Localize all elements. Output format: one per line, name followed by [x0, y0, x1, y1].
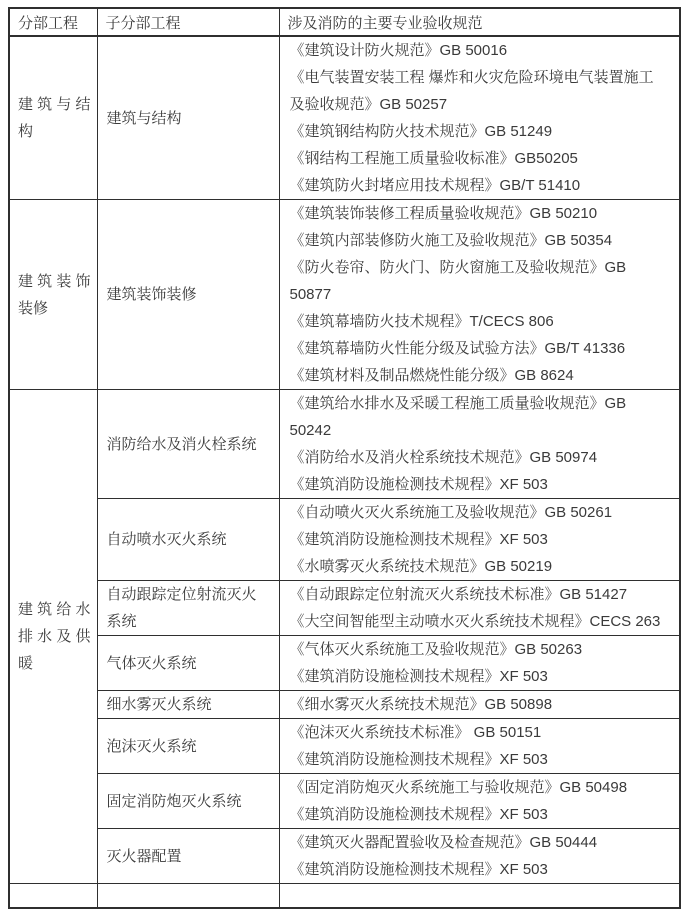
standards-table-wrapper [8, 7, 681, 909]
specs-cell [279, 774, 680, 829]
spec-line: 《水喷雾灭火系统技术规范》GB 50219 [289, 558, 553, 575]
spec-line: 《大空间智能型主动喷水灭火系统技术规程》CECS 263 [289, 613, 661, 630]
spec-line: 《固定消防炮灭火系统施工与验收规范》GB 50498 [289, 779, 628, 796]
subdivision-cell: 消防给水及消火栓系统 [97, 390, 279, 499]
specs-cell [279, 499, 680, 581]
table-row [9, 719, 680, 774]
division-cell: 建筑给水排水及供暖 [9, 390, 97, 884]
specs-cell [279, 829, 680, 884]
division-cell [9, 884, 97, 908]
specs-cell [279, 636, 680, 691]
table-row [9, 829, 680, 884]
table-row [9, 636, 680, 691]
spec-line: 《建筑消防设施检测技术规程》XF 503 [289, 668, 548, 685]
header-subdivision: 子分部工程 [97, 8, 279, 36]
subdivision-cell: 固定消防炮灭火系统 [97, 774, 279, 829]
spec-line: 《建筑消防设施检测技术规程》XF 503 [289, 751, 548, 768]
specs-cell [279, 581, 680, 636]
subdivision-cell: 建筑装饰装修 [97, 200, 279, 390]
spec-line: 《建筑消防设施检测技术规程》XF 503 [289, 531, 548, 548]
subdivision-cell: 自动跟踪定位射流灭火系统 [97, 581, 279, 636]
table-row [9, 581, 680, 636]
spec-line: 《细水雾灭火系统技术规范》GB 50898 [289, 696, 553, 713]
spec-line: 《建筑防火封堵应用技术规程》GB/T 51410 [289, 177, 581, 194]
subdivision-cell: 自动喷水灭火系统 [97, 499, 279, 581]
subdivision-cell: 细水雾灭火系统 [97, 691, 279, 719]
table-row [9, 774, 680, 829]
table-header-row [9, 8, 680, 36]
table-row [9, 499, 680, 581]
specs-cell [279, 390, 680, 499]
spec-line: 《建筑给水排水及采暖工程施工质量验收规范》GB 50242 [289, 395, 627, 439]
specs-cell [279, 36, 680, 200]
spec-line: 《钢结构工程施工质量验收标准》GB50205 [289, 150, 578, 167]
header-specs: 涉及消防的主要专业验收规范 [279, 8, 680, 36]
spec-line: 《建筑灭火器配置验收及检查规范》GB 50444 [289, 834, 598, 851]
spec-line: 《建筑幕墙防火性能分级及试验方法》GB/T 41336 [289, 340, 626, 357]
table-row [9, 36, 680, 200]
specs-cell [279, 200, 680, 390]
specs-cell [279, 719, 680, 774]
division-cell: 建筑装饰装修 [9, 200, 97, 390]
table-row-cutoff [9, 884, 680, 908]
specs-cell [279, 691, 680, 719]
fire-acceptance-standards-table [8, 7, 681, 909]
spec-line: 《消防给水及消火栓系统技术规范》GB 50974 [289, 449, 598, 466]
subdivision-cell: 灭火器配置 [97, 829, 279, 884]
spec-line: 《泡沫灭火系统技术标准》 GB 50151 [289, 724, 542, 741]
division-cell: 建筑与结构 [9, 36, 97, 200]
spec-line: 《气体灭火系统施工及验收规范》GB 50263 [289, 641, 583, 658]
spec-line: 《自动喷火灭火系统施工及验收规范》GB 50261 [289, 504, 613, 521]
spec-line: 《建筑材料及制品燃烧性能分级》GB 8624 [289, 367, 574, 384]
spec-line: 《建筑幕墙防火技术规程》T/CECS 806 [289, 313, 554, 330]
table-row [9, 691, 680, 719]
table-row [9, 390, 680, 499]
spec-line: 《建筑设计防火规范》GB 50016 [289, 42, 508, 59]
spec-line: 《建筑消防设施检测技术规程》XF 503 [289, 806, 548, 823]
spec-line: 《建筑消防设施检测技术规程》XF 503 [289, 476, 548, 493]
spec-line: 《建筑消防设施检测技术规程》XF 503 [289, 861, 548, 878]
subdivision-cell: 建筑与结构 [97, 36, 279, 200]
spec-line: 《建筑钢结构防火技术规范》GB 51249 [289, 123, 553, 140]
spec-line: 《自动跟踪定位射流灭火系统技术标准》GB 51427 [289, 586, 628, 603]
spec-line: 《建筑装饰装修工程质量验收规范》GB 50210 [289, 205, 598, 222]
spec-line: 《建筑内部装修防火施工及验收规范》GB 50354 [289, 232, 613, 249]
spec-line: 《电气装置安装工程 爆炸和火灾危险环境电气装置施工及验收规范》GB 50257 [289, 69, 654, 113]
specs-cell [279, 884, 680, 908]
subdivision-cell: 气体灭火系统 [97, 636, 279, 691]
subdivision-cell [97, 884, 279, 908]
header-division: 分部工程 [9, 8, 97, 36]
spec-line: 《防火卷帘、防火门、防火窗施工及验收规范》GB 50877 [289, 259, 627, 303]
subdivision-cell: 泡沫灭火系统 [97, 719, 279, 774]
table-row [9, 200, 680, 390]
